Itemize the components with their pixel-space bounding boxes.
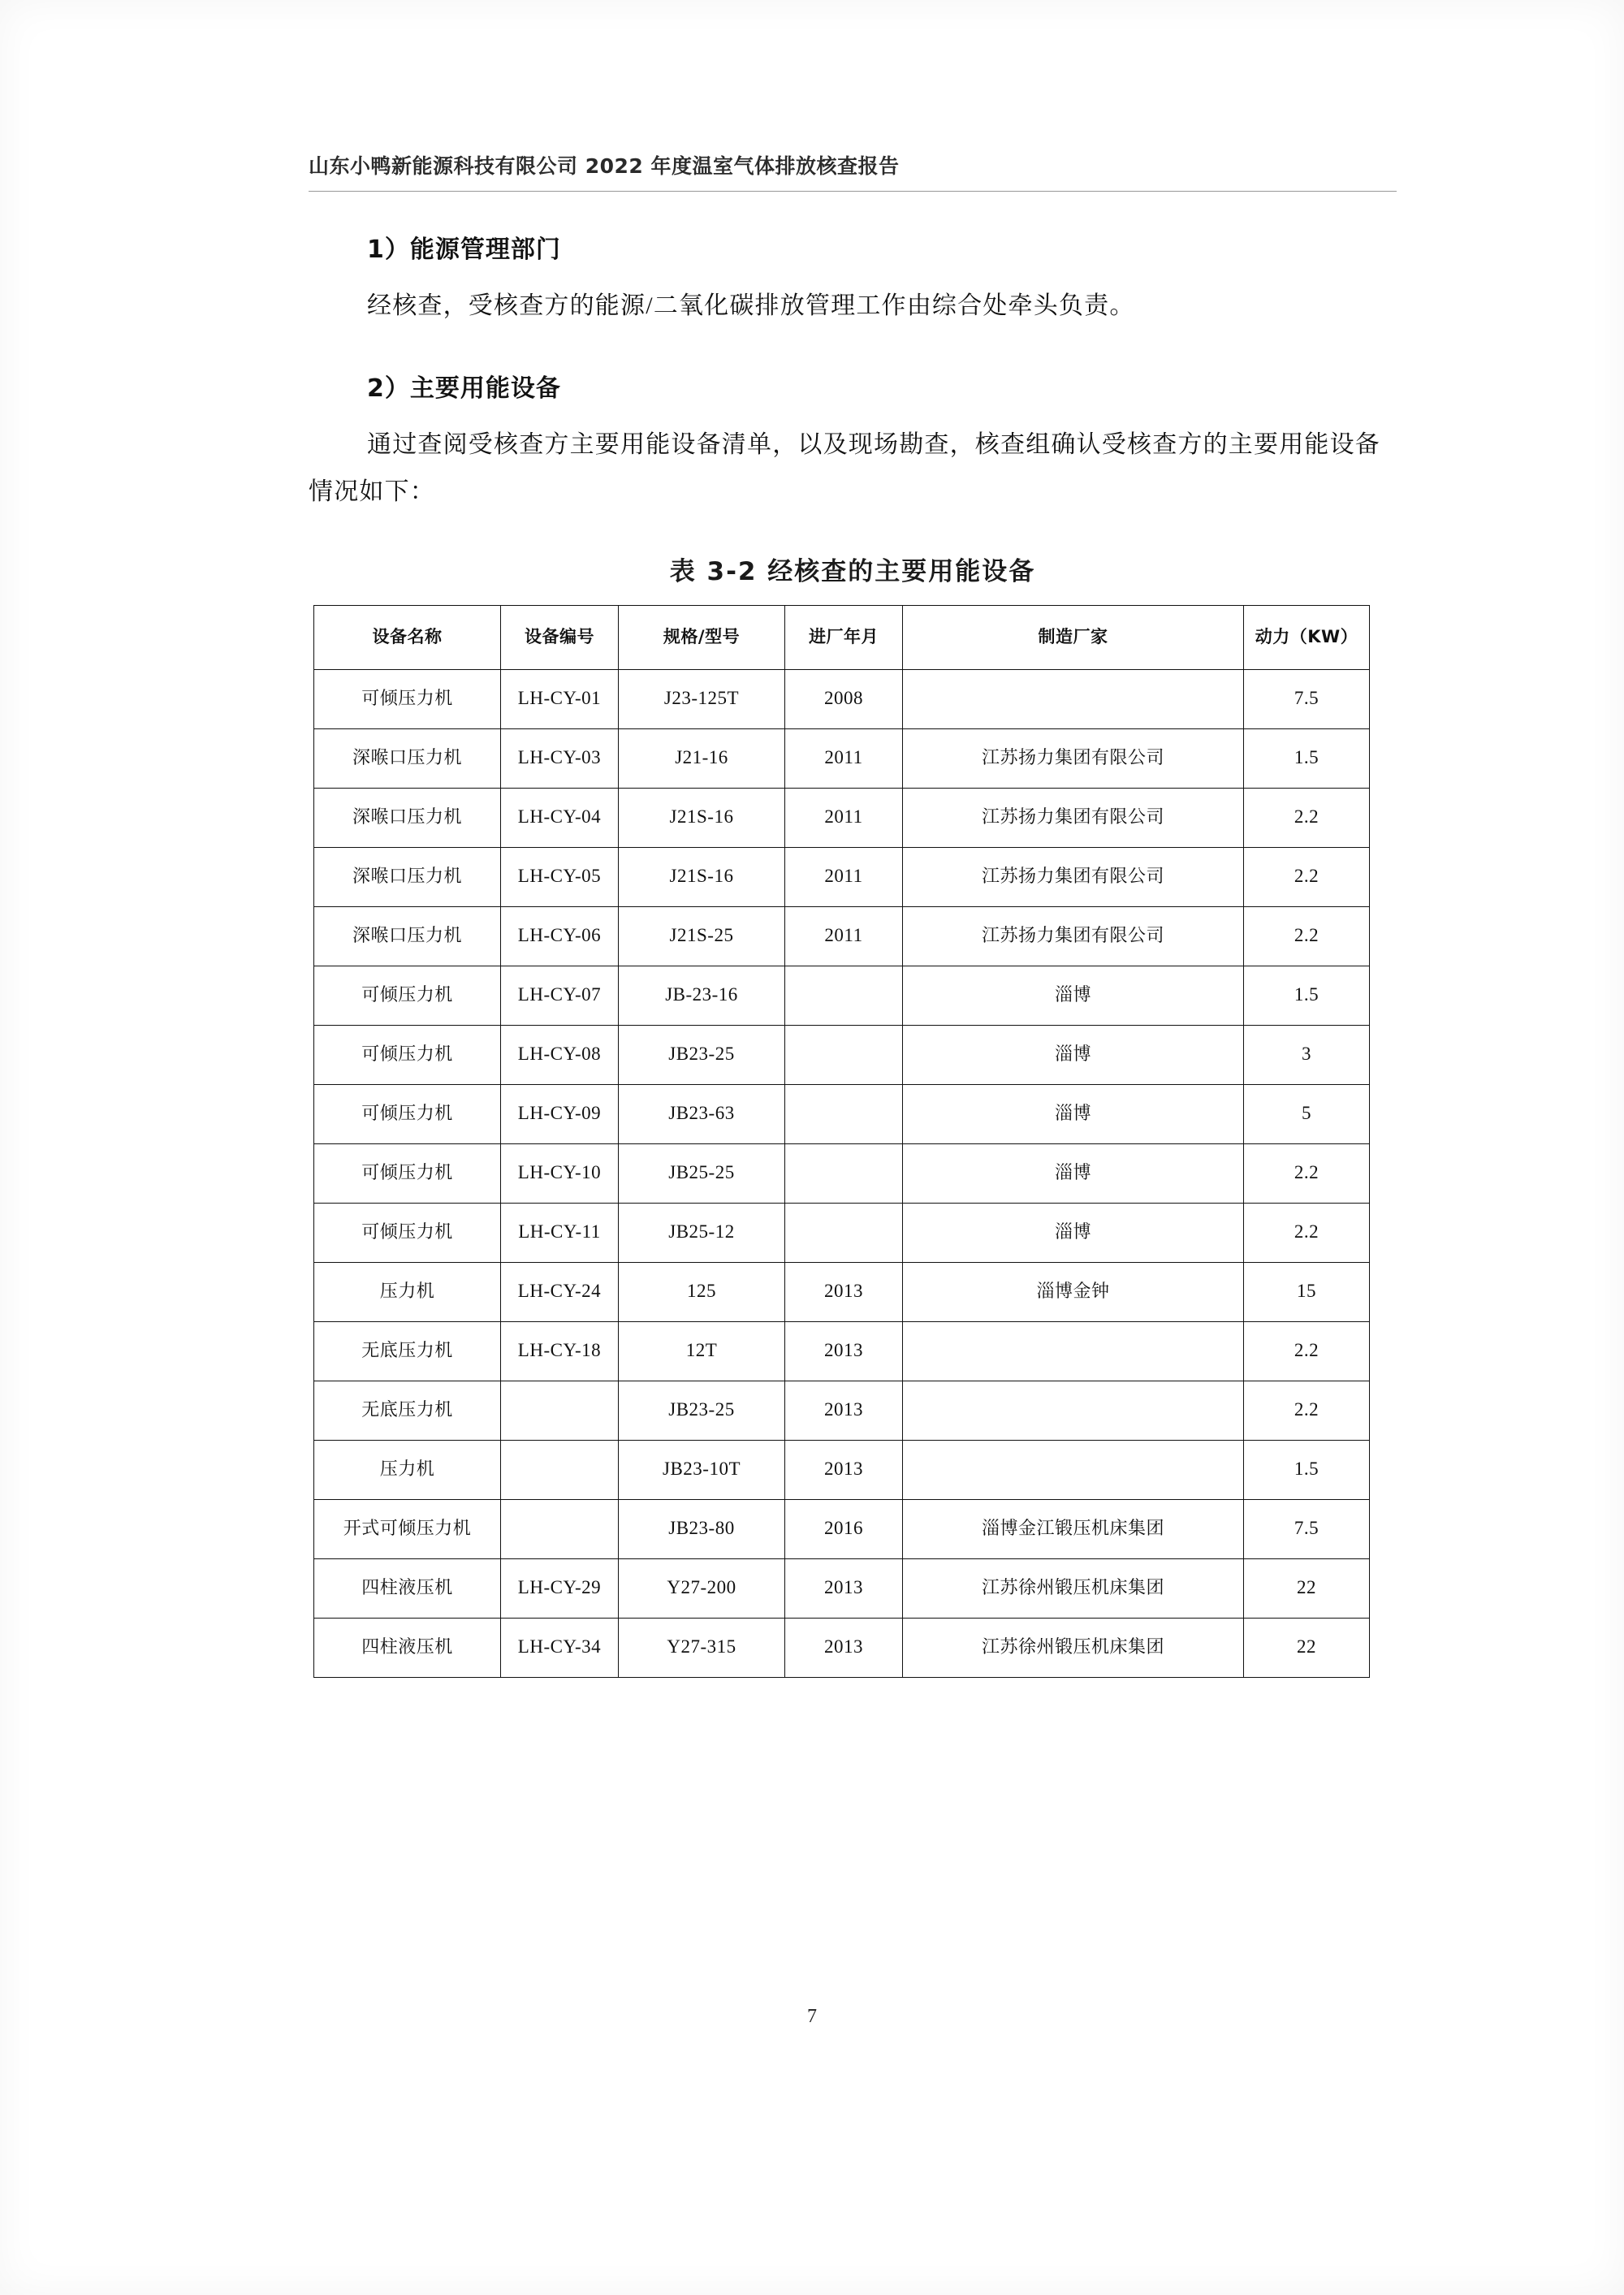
table-caption: 表 3-2 经核查的主要用能设备 bbox=[669, 556, 1036, 586]
table-cell-name: 可倾压力机 bbox=[314, 669, 501, 728]
table-row bbox=[314, 966, 1370, 1025]
table-header-row bbox=[314, 605, 1370, 669]
table-cell-power: 15 bbox=[1244, 1262, 1370, 1321]
table-cell-power: 2.2 bbox=[1244, 1381, 1370, 1440]
table-cell-name: 可倾压力机 bbox=[314, 1084, 501, 1143]
table-cell-power: 2.2 bbox=[1244, 847, 1370, 906]
table-cell-year bbox=[785, 1203, 903, 1262]
table-cell-maker bbox=[903, 1321, 1244, 1381]
section-paragraph-1: 经核查，受核查方的能源/二氧化碳排放管理工作由综合处牵头负责。 bbox=[367, 292, 1135, 319]
table-cell-name: 深喉口压力机 bbox=[314, 788, 501, 847]
table-row bbox=[314, 847, 1370, 906]
table-cell-name: 四柱液压机 bbox=[314, 1618, 501, 1677]
table-cell-code: LH-CY-07 bbox=[501, 966, 619, 1025]
table-cell-name: 可倾压力机 bbox=[314, 966, 501, 1025]
table-cell-year bbox=[785, 1143, 903, 1203]
table-cell-model: JB25-12 bbox=[619, 1203, 785, 1262]
table-cell-code: LH-CY-08 bbox=[501, 1025, 619, 1084]
table-cell-maker: 江苏扬力集团有限公司 bbox=[903, 788, 1244, 847]
table-cell-model: J21-16 bbox=[619, 728, 785, 788]
table-row bbox=[314, 728, 1370, 788]
table-cell-year: 2013 bbox=[785, 1381, 903, 1440]
column-header-power: 动力（KW） bbox=[1244, 605, 1370, 669]
table-cell-code: LH-CY-05 bbox=[501, 847, 619, 906]
table-cell-maker: 淄博金钟 bbox=[903, 1262, 1244, 1321]
table-cell-name: 压力机 bbox=[314, 1262, 501, 1321]
table-row bbox=[314, 1499, 1370, 1558]
table-row bbox=[314, 1143, 1370, 1203]
table-cell-model: JB23-80 bbox=[619, 1499, 785, 1558]
section-heading-2: 2）主要用能设备 bbox=[367, 374, 561, 403]
table-row bbox=[314, 1025, 1370, 1084]
table-cell-code: LH-CY-24 bbox=[501, 1262, 619, 1321]
table-cell-model: Y27-200 bbox=[619, 1558, 785, 1618]
equipment-table bbox=[313, 605, 1370, 1678]
table-row bbox=[314, 1262, 1370, 1321]
column-header-model: 规格/型号 bbox=[619, 605, 785, 669]
table-cell-model: J23-125T bbox=[619, 669, 785, 728]
table-cell-model: 125 bbox=[619, 1262, 785, 1321]
table-cell-maker: 淄博 bbox=[903, 1203, 1244, 1262]
table-cell-maker: 淄博金江锻压机床集团 bbox=[903, 1499, 1244, 1558]
table-row bbox=[314, 1203, 1370, 1262]
table-cell-code: LH-CY-06 bbox=[501, 906, 619, 966]
table-cell-code bbox=[501, 1499, 619, 1558]
section-heading-1: 1）能源管理部门 bbox=[367, 236, 561, 264]
table-cell-name: 深喉口压力机 bbox=[314, 906, 501, 966]
table-cell-maker: 江苏徐州锻压机床集团 bbox=[903, 1558, 1244, 1618]
table-cell-power: 2.2 bbox=[1244, 1321, 1370, 1381]
table-cell-code: LH-CY-18 bbox=[501, 1321, 619, 1381]
table-cell-power: 7.5 bbox=[1244, 1499, 1370, 1558]
table-cell-maker: 淄博 bbox=[903, 1143, 1244, 1203]
table-cell-model: 12T bbox=[619, 1321, 785, 1381]
table-cell-model: J21S-25 bbox=[619, 906, 785, 966]
table-cell-name: 四柱液压机 bbox=[314, 1558, 501, 1618]
table-cell-year: 2011 bbox=[785, 788, 903, 847]
table-row bbox=[314, 1558, 1370, 1618]
table-cell-year: 2008 bbox=[785, 669, 903, 728]
table-cell-code: LH-CY-01 bbox=[501, 669, 619, 728]
table-cell-power: 2.2 bbox=[1244, 788, 1370, 847]
table-cell-maker bbox=[903, 1440, 1244, 1499]
table-cell-year: 2011 bbox=[785, 728, 903, 788]
table-cell-year: 2013 bbox=[785, 1440, 903, 1499]
table-cell-year: 2011 bbox=[785, 906, 903, 966]
table-cell-year: 2011 bbox=[785, 847, 903, 906]
section-paragraph-2: 通过查阅受核查方主要用能设备清单，以及现场勘查，核查组确认受核查方的主要用能设备情况如下： bbox=[309, 430, 1380, 505]
table-row bbox=[314, 669, 1370, 728]
table-cell-maker: 江苏扬力集团有限公司 bbox=[903, 847, 1244, 906]
table-cell-maker: 淄博 bbox=[903, 966, 1244, 1025]
table-cell-year: 2016 bbox=[785, 1499, 903, 1558]
table-cell-code bbox=[501, 1381, 619, 1440]
table-cell-maker: 淄博 bbox=[903, 1084, 1244, 1143]
column-header-year: 进厂年月 bbox=[785, 605, 903, 669]
page-number: 7 bbox=[807, 2006, 817, 2027]
table-cell-maker bbox=[903, 1381, 1244, 1440]
table-cell-model: J21S-16 bbox=[619, 788, 785, 847]
table-cell-code: LH-CY-09 bbox=[501, 1084, 619, 1143]
table-cell-power: 5 bbox=[1244, 1084, 1370, 1143]
table-cell-name: 无底压力机 bbox=[314, 1381, 501, 1440]
table-cell-year: 2013 bbox=[785, 1558, 903, 1618]
table-cell-code: LH-CY-10 bbox=[501, 1143, 619, 1203]
table-cell-power: 3 bbox=[1244, 1025, 1370, 1084]
table-cell-power: 1.5 bbox=[1244, 1440, 1370, 1499]
table-cell-name: 可倾压力机 bbox=[314, 1025, 501, 1084]
column-header-name: 设备名称 bbox=[314, 605, 501, 669]
table-cell-year bbox=[785, 1025, 903, 1084]
table-cell-power: 1.5 bbox=[1244, 728, 1370, 788]
table-cell-maker: 淄博 bbox=[903, 1025, 1244, 1084]
table-cell-name: 无底压力机 bbox=[314, 1321, 501, 1381]
table-row bbox=[314, 1321, 1370, 1381]
table-cell-name: 可倾压力机 bbox=[314, 1203, 501, 1262]
table-cell-power: 2.2 bbox=[1244, 906, 1370, 966]
page-content bbox=[309, 150, 1397, 1678]
table-row bbox=[314, 1618, 1370, 1677]
table-cell-year: 2013 bbox=[785, 1321, 903, 1381]
table-cell-power: 22 bbox=[1244, 1618, 1370, 1677]
table-cell-name: 开式可倾压力机 bbox=[314, 1499, 501, 1558]
table-cell-model: JB23-25 bbox=[619, 1025, 785, 1084]
table-cell-code: LH-CY-29 bbox=[501, 1558, 619, 1618]
table-cell-model: JB23-10T bbox=[619, 1440, 785, 1499]
table-cell-year: 2013 bbox=[785, 1262, 903, 1321]
table-cell-name: 深喉口压力机 bbox=[314, 847, 501, 906]
column-header-maker: 制造厂家 bbox=[903, 605, 1244, 669]
table-cell-name: 可倾压力机 bbox=[314, 1143, 501, 1203]
table-cell-name: 压力机 bbox=[314, 1440, 501, 1499]
table-cell-year bbox=[785, 1084, 903, 1143]
table-cell-maker: 江苏扬力集团有限公司 bbox=[903, 906, 1244, 966]
table-cell-maker: 江苏徐州锻压机床集团 bbox=[903, 1618, 1244, 1677]
table-cell-power: 7.5 bbox=[1244, 669, 1370, 728]
table-cell-maker bbox=[903, 669, 1244, 728]
table-cell-year: 2013 bbox=[785, 1618, 903, 1677]
table-cell-model: JB23-63 bbox=[619, 1084, 785, 1143]
table-cell-code: LH-CY-11 bbox=[501, 1203, 619, 1262]
table-cell-model: JB25-25 bbox=[619, 1143, 785, 1203]
table-row bbox=[314, 906, 1370, 966]
table-cell-model: J21S-16 bbox=[619, 847, 785, 906]
table-row bbox=[314, 1440, 1370, 1499]
table-cell-code: LH-CY-34 bbox=[501, 1618, 619, 1677]
table-cell-code: LH-CY-03 bbox=[501, 728, 619, 788]
table-cell-power: 2.2 bbox=[1244, 1203, 1370, 1262]
table-cell-code: LH-CY-04 bbox=[501, 788, 619, 847]
table-row bbox=[314, 1084, 1370, 1143]
table-cell-power: 22 bbox=[1244, 1558, 1370, 1618]
table-row bbox=[314, 788, 1370, 847]
table-cell-year bbox=[785, 966, 903, 1025]
table-cell-power: 2.2 bbox=[1244, 1143, 1370, 1203]
table-cell-model: JB-23-16 bbox=[619, 966, 785, 1025]
table-cell-maker: 江苏扬力集团有限公司 bbox=[903, 728, 1244, 788]
table-row bbox=[314, 1381, 1370, 1440]
running-header: 山东小鸭新能源科技有限公司 2022 年度温室气体排放核查报告 bbox=[309, 150, 1397, 192]
table-cell-power: 1.5 bbox=[1244, 966, 1370, 1025]
table-cell-code bbox=[501, 1440, 619, 1499]
table-cell-model: JB23-25 bbox=[619, 1381, 785, 1440]
table-cell-model: Y27-315 bbox=[619, 1618, 785, 1677]
column-header-code: 设备编号 bbox=[501, 605, 619, 669]
table-cell-name: 深喉口压力机 bbox=[314, 728, 501, 788]
